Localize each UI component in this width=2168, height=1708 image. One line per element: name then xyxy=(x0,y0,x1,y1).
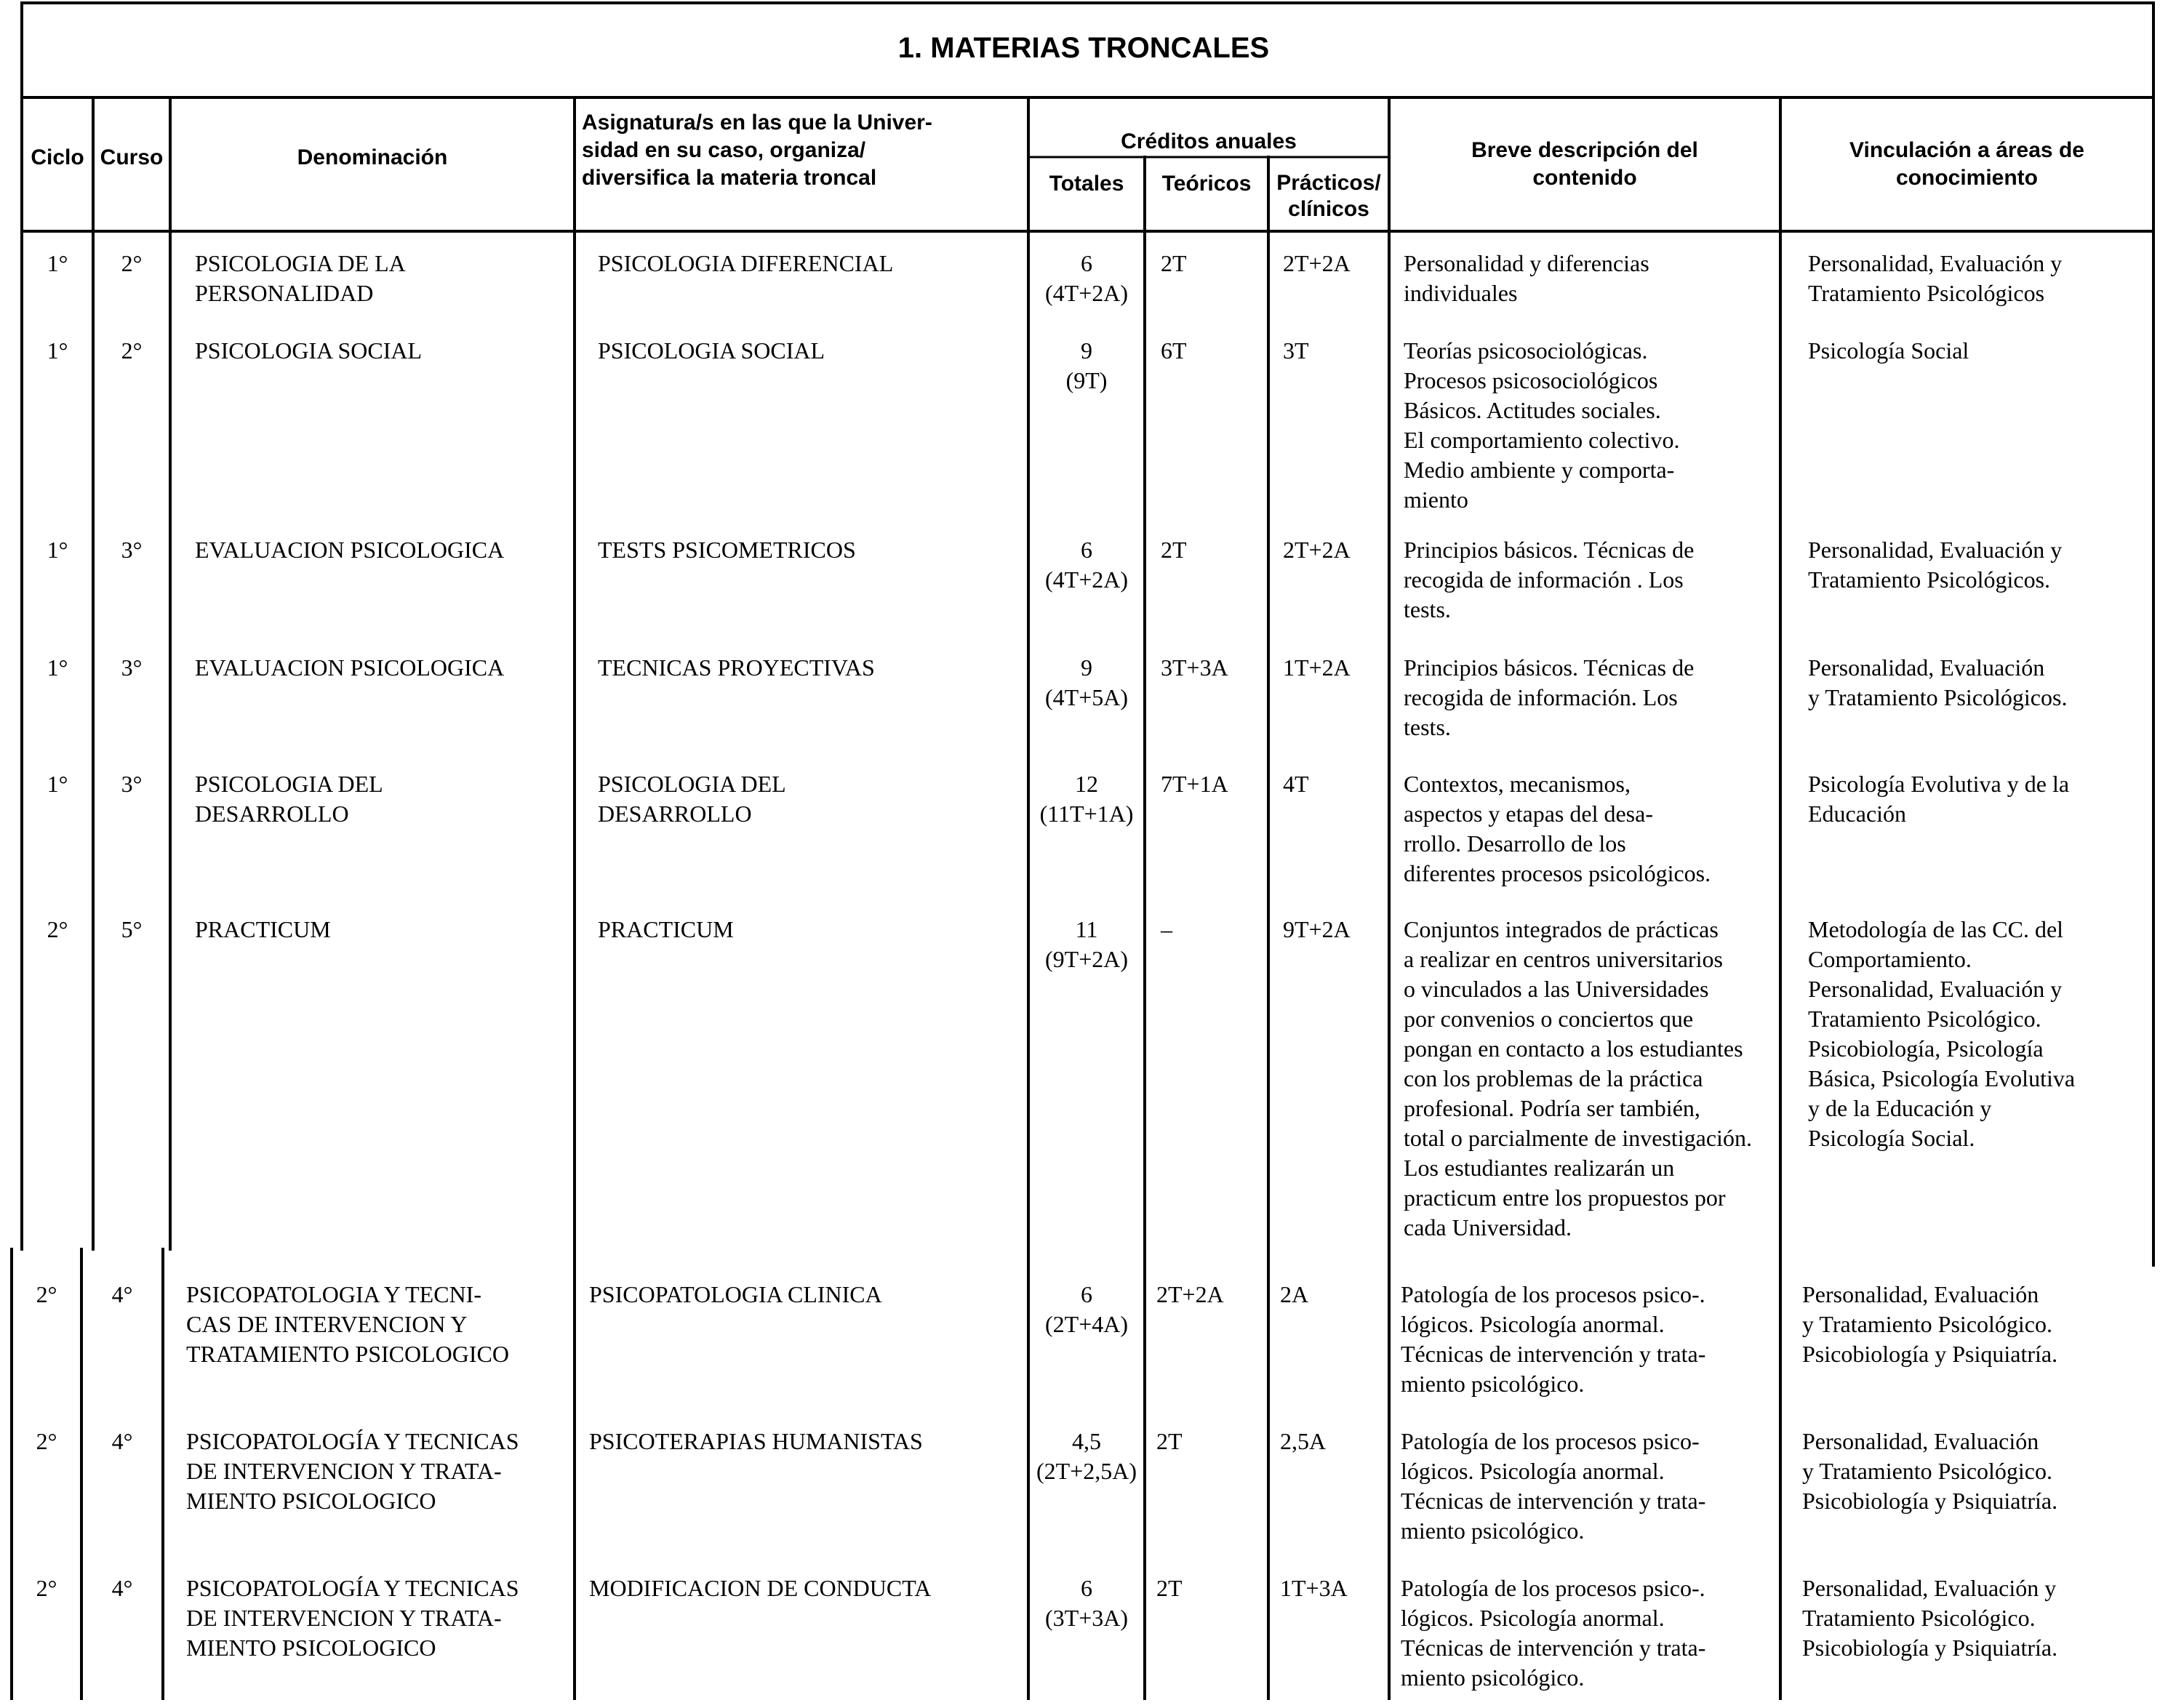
header-creditos: Créditos anuales xyxy=(1121,129,1297,153)
cell-practicos: 2T+2A xyxy=(1283,250,1351,276)
cell-descripcion: Principios básicos. Técnicas de recogida de información . Los tests. xyxy=(1404,537,1695,622)
cell-descripcion: Conjuntos integrados de prácticas a realizar en centros universitarios o vinculados a las Universidades por convenios o conciertos que pongan en contacto a los estudiantes con los problemas de la práctica profesional. Podría ser también, total o parcialmente de investigación. Los estudiantes realizarán un practicum entre los propuestos por cada Universidad. xyxy=(1404,916,1752,1240)
cell-totales: 11 (9T+2A) xyxy=(1044,916,1128,972)
cell-teoricos: 2T xyxy=(1156,1575,1183,1601)
cell-practicos: 4T xyxy=(1283,771,1309,797)
cell-totales: 9 (4T+5A) xyxy=(1044,654,1128,710)
cell-vinculacion: Personalidad, Evaluación y Tratamiento Psicológicos. xyxy=(1808,537,2063,593)
cell-ciclo: 1° xyxy=(47,250,68,276)
cell-asignatura: PSICOTERAPIAS HUMANISTAS xyxy=(589,1428,923,1454)
cell-asignatura: PSICOLOGIA DEL DESARROLLO xyxy=(598,771,786,827)
cell-vinculacion: Personalidad, Evaluación y Tratamiento Psicológicos xyxy=(1808,250,2063,306)
cell-denominacion: PSICOPATOLOGÍA Y TECNICAS DE INTERVENCION Y TRATA- MIENTO PSICOLOGICO xyxy=(186,1575,519,1661)
cell-teoricos: 2T xyxy=(1156,1428,1183,1454)
cell-descripcion: Patología de los procesos psico-. lógicos. Psicología anormal. Técnicas de intervención y trata- miento psicológico. xyxy=(1401,1575,1706,1691)
cell-ciclo: 2° xyxy=(36,1428,57,1454)
cell-curso: 3° xyxy=(121,537,143,563)
header-vinculacion: Vinculación a áreas de conocimiento xyxy=(1849,138,2084,190)
header-teoricos: Teóricos xyxy=(1161,172,1252,196)
cell-practicos: 3T xyxy=(1283,337,1309,364)
cell-curso: 2° xyxy=(121,250,143,276)
cell-asignatura: PSICOLOGIA SOCIAL xyxy=(598,337,825,364)
cell-curso: 3° xyxy=(121,771,143,797)
cell-teoricos: 6T xyxy=(1161,337,1187,364)
cell-vinculacion: Psicología Social xyxy=(1808,337,1969,364)
cell-ciclo: 1° xyxy=(47,654,68,681)
cell-vinculacion: Personalidad, Evaluación y Tratamiento Psicológico. Psicobiología y Psiquiatría. xyxy=(1802,1575,2058,1661)
cell-totales: 12 (11T+1A) xyxy=(1039,771,1134,827)
cell-ciclo: 1° xyxy=(47,537,68,563)
cell-descripcion: Principios básicos. Técnicas de recogida de información. Los tests. xyxy=(1404,654,1695,740)
cell-vinculacion: Personalidad, Evaluación y Tratamiento Psicológico. Psicobiología y Psiquiatría. xyxy=(1802,1428,2058,1514)
cell-descripcion: Patología de los procesos psico-. lógicos. Psicología anormal. Técnicas de intervención y trata- miento psicológico. xyxy=(1401,1281,1706,1397)
cell-denominacion: PRACTICUM xyxy=(195,916,331,942)
cell-teoricos: 2T xyxy=(1161,537,1187,563)
cell-practicos: 2T+2A xyxy=(1283,537,1351,563)
cell-totales: 4,5 (2T+2,5A) xyxy=(1036,1428,1137,1484)
cell-practicos: 2A xyxy=(1280,1281,1309,1307)
cell-teoricos: – xyxy=(1161,916,1172,942)
cell-curso: 4° xyxy=(111,1428,133,1454)
cell-denominacion: PSICOPATOLOGÍA Y TECNICAS DE INTERVENCION Y TRATA- MIENTO PSICOLOGICO xyxy=(186,1428,519,1514)
header-asignatura: Asignatura/s en las que la Univer- sidad en su caso, organiza/ diversifica la materia troncal xyxy=(582,111,932,190)
cell-ciclo: 2° xyxy=(36,1281,57,1307)
cell-curso: 4° xyxy=(111,1575,133,1601)
cell-ciclo: 2° xyxy=(47,916,68,942)
cell-denominacion: PSICOLOGIA DEL DESARROLLO xyxy=(195,771,383,827)
header-descripcion: Breve descripción del contenido xyxy=(1471,138,1698,190)
header-practicos: Prácticos/ clínicos xyxy=(1276,171,1381,221)
cell-totales: 6 (4T+2A) xyxy=(1044,250,1128,306)
cell-asignatura: PSICOPATOLOGIA CLINICA xyxy=(589,1281,882,1307)
cell-asignatura: TESTS PSICOMETRICOS xyxy=(598,537,856,563)
cell-descripcion: Patología de los procesos psico- lógicos. Psicología anormal. Técnicas de intervención y trata- miento psicológico. xyxy=(1401,1428,1706,1544)
cell-vinculacion: Personalidad, Evaluación y Tratamiento Psicológico. Psicobiología y Psiquiatría. xyxy=(1802,1281,2058,1367)
header-ciclo: Ciclo xyxy=(31,145,84,169)
cell-curso: 4° xyxy=(111,1281,133,1307)
cell-asignatura: TECNICAS PROYECTIVAS xyxy=(598,654,875,681)
cell-vinculacion: Personalidad, Evaluación y Tratamiento Psicológicos. xyxy=(1808,654,2068,710)
cell-curso: 2° xyxy=(121,337,143,364)
cell-totales: 6 (3T+3A) xyxy=(1044,1575,1128,1631)
cell-ciclo: 2° xyxy=(36,1575,57,1601)
cell-descripcion: Teorías psicosociológicas. Procesos psicosociológicos Básicos. Actitudes sociales. El comportamiento colectivo. Medio ambiente y comporta- miento xyxy=(1404,337,1680,513)
cell-vinculacion: Metodología de las CC. del Comportamiento. Personalidad, Evaluación y Tratamiento Psicológico. Psicobiología, Psicología Básica, Psicología Evolutiva y de la Educación y Psicología Social. xyxy=(1808,916,2076,1151)
table-title: 1. MATERIAS TRONCALES xyxy=(897,32,1270,64)
cell-denominacion: PSICOPATOLOGIA Y TECNI- CAS DE INTERVENCION Y TRATAMIENTO PSICOLOGICO xyxy=(186,1281,509,1367)
cell-curso: 5° xyxy=(121,916,143,942)
cell-teoricos: 3T+3A xyxy=(1161,654,1228,681)
cell-teoricos: 2T+2A xyxy=(1156,1281,1224,1307)
cell-denominacion: EVALUACION PSICOLOGICA xyxy=(195,537,505,563)
cell-totales: 6 (4T+2A) xyxy=(1044,537,1128,593)
header-denominacion: Denominación xyxy=(297,145,448,169)
cell-teoricos: 2T xyxy=(1161,250,1187,276)
cell-ciclo: 1° xyxy=(47,771,68,797)
cell-teoricos: 7T+1A xyxy=(1161,771,1228,797)
header-totales: Totales xyxy=(1049,172,1124,196)
cell-totales: 6 (2T+4A) xyxy=(1044,1281,1128,1337)
cell-asignatura: PSICOLOGIA DIFERENCIAL xyxy=(598,250,894,276)
cell-denominacion: PSICOLOGIA DE LA PERSONALIDAD xyxy=(195,250,406,306)
cell-practicos: 2,5A xyxy=(1280,1428,1327,1454)
header-curso: Curso xyxy=(100,145,164,169)
cell-totales: 9 (9T) xyxy=(1065,337,1108,393)
cell-descripcion: Personalidad y diferencias individuales xyxy=(1404,250,1649,306)
cell-descripcion: Contextos, mecanismos, aspectos y etapas del desa- rrollo. Desarrollo de los diferentes procesos psicológicos. xyxy=(1404,771,1711,886)
cell-ciclo: 1° xyxy=(47,337,68,364)
cell-asignatura: MODIFICACION DE CONDUCTA xyxy=(589,1575,932,1601)
cell-asignatura: PRACTICUM xyxy=(598,916,734,942)
cell-denominacion: EVALUACION PSICOLOGICA xyxy=(195,654,505,681)
cell-practicos: 1T+2A xyxy=(1283,654,1351,681)
cell-denominacion: PSICOLOGIA SOCIAL xyxy=(195,337,423,364)
cell-vinculacion: Psicología Evolutiva y de la Educación xyxy=(1808,771,2070,827)
cell-curso: 3° xyxy=(121,654,143,681)
cell-practicos: 1T+3A xyxy=(1280,1575,1348,1601)
cell-practicos: 9T+2A xyxy=(1283,916,1351,942)
